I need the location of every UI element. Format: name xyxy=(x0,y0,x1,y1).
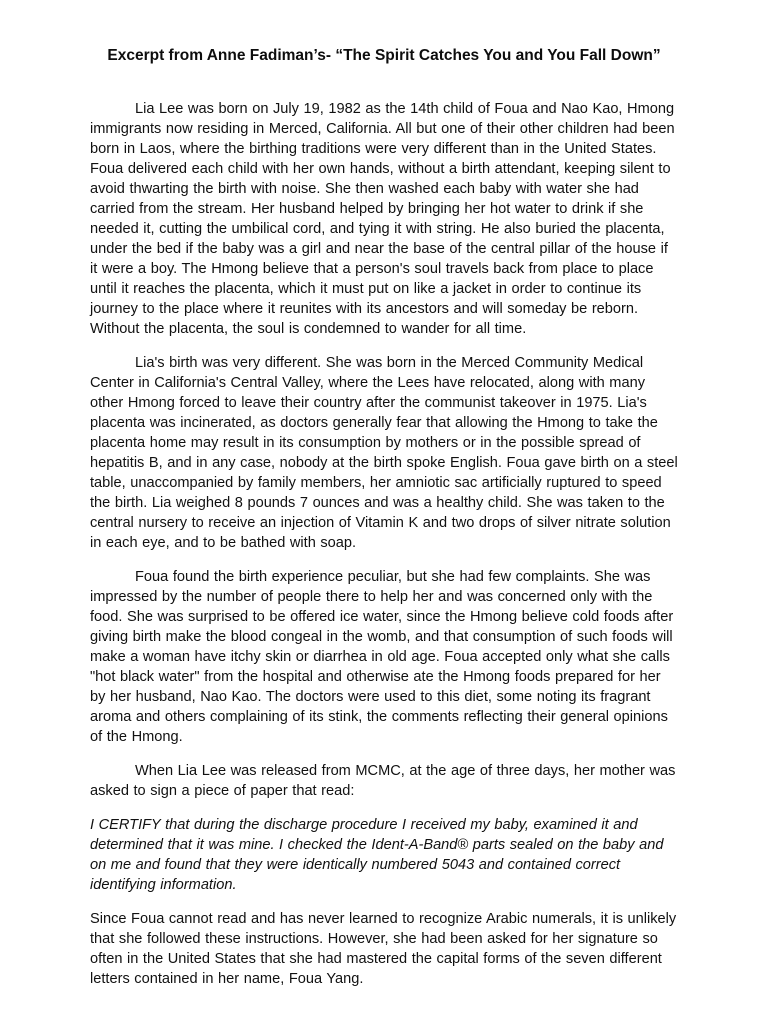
paragraph-certify-quote: I CERTIFY that during the discharge procedure I received my baby, examined it and determined that it was mine. I checked the Ident-A-Band® parts sealed on the baby and on me and found that they were identically numbered 5043 and contained correct identifying information. xyxy=(90,817,664,894)
document-title: Excerpt from Anne Fadiman’s- “The Spirit Catches You and You Fall Down” xyxy=(107,47,661,64)
paragraph-foua-experience: Foua found the birth experience peculiar, but she had few complaints. She was impressed by the number of people there to help her and was concerned only with the food. She was surprised to be offered ice water, since the Hmong believe cold foods after giving birth make the blood congeal in the womb, and that consumption of such foods will make a woman have itchy skin or diarrhea in old age. Foua accepted only what she calls "hot black water" from the hospital and otherwise ate the Hmong foods prepared for her by her husband, Nao Kao. The doctors were used to this diet, some noting its fragrant aroma and others complaining of its stink, the comments reflecting their general opinions of the Hmong. xyxy=(90,569,674,746)
paragraph-birth-in-laos: Lia Lee was born on July 19, 1982 as the 14th child of Foua and Nao Kao, Hmong immigrants now residing in Merced, California. All but one of their other children had been born in Laos, where the birthing traditions were very different than in the United States. Foua delivered each child with her own hands, without a birth attendant, keeping silent to avoid thwarting the birth with noise. She then washed each baby with water she had carried from the stream. Her husband helped by bringing her hot water to drink if she needed it, cutting the umbilical cord, and tying it with string. He also buried the placenta, under the bed if the baby was a girl and near the base of the central pillar of the house if it were a boy. The Hmong believe that a person's soul travels back from place to place until it reaches the placenta, which it must put on like a jacket in order to continue its journey to the place where it reunites with its ancestors and will someday be reborn. Without the placenta, the soul is condemned to wander for all time. xyxy=(90,101,675,338)
paragraph-signature: Since Foua cannot read and has never learned to recognize Arabic numerals, it is unlikely that she followed these instructions. However, she had been asked for her signature so often in the United States that she had mastered the capital forms of the seven different letters contained in her name, Foua Yang. xyxy=(90,911,677,988)
paragraph-lias-birth: Lia's birth was very different. She was born in the Merced Community Medical Center in California's Central Valley, where the Lees have relocated, along with many other Hmong forced to leave their country after the communist takeover in 1975. Lia's placenta was incinerated, as doctors generally fear that allowing the Hmong to take the placenta home may result in its consumption by mothers or in the possible spread of hepatitis B, and in any case, nobody at the birth spoke English. Foua gave birth on a steel table, unaccompanied by family members, her amniotic sac artificially ruptured to speed the birth. Lia weighed 8 pounds 7 ounces and was a healthy child. She was taken to the central nursery to receive an injection of Vitamin K and two drops of silver nitrate solution in each eye, and to be bathed with soap. xyxy=(90,355,678,552)
paragraph-release-from-mcmc: When Lia Lee was released from MCMC, at the age of three days, her mother was asked to sign a piece of paper that read: xyxy=(90,763,676,800)
